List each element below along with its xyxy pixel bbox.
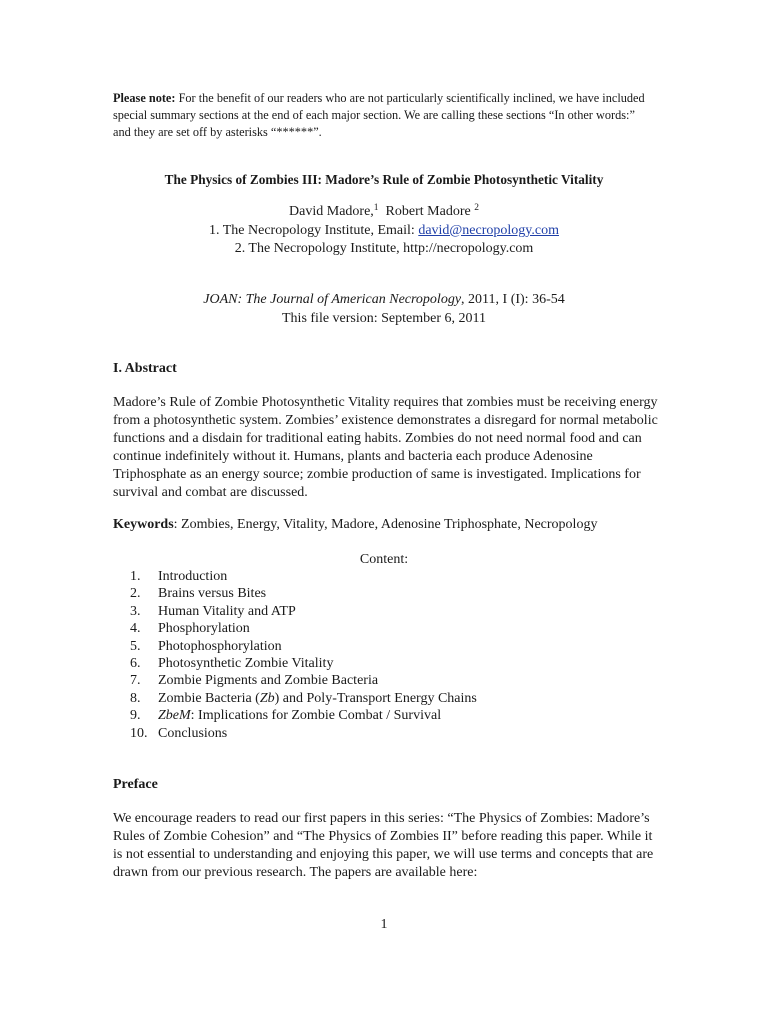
keywords-text: : Zombies, Energy, Vitality, Madore, Adenosine Triphosphate, Necropology bbox=[173, 517, 598, 532]
toc-item bbox=[130, 725, 650, 742]
toc-number: 1. bbox=[130, 569, 141, 584]
toc-label: Photosynthetic Zombie Vitality bbox=[158, 656, 334, 672]
journal-citation bbox=[0, 290, 768, 309]
toc-label: Phosphorylation bbox=[158, 621, 250, 637]
toc-number: 10. bbox=[130, 725, 148, 741]
journal-block bbox=[0, 290, 768, 328]
toc-number: 5. bbox=[130, 638, 141, 654]
toc-label-italic: ZbeM bbox=[158, 708, 191, 724]
contents-title: Content: bbox=[359, 552, 409, 567]
toc-item bbox=[130, 655, 650, 672]
toc-label: Conclusions bbox=[158, 725, 228, 741]
preface-heading: Preface bbox=[113, 777, 158, 792]
affiliation-1-text: 1. The Necropology Institute, Email: bbox=[209, 222, 419, 238]
author-2: Robert Madore bbox=[385, 204, 471, 219]
toc-label-italic: Zb bbox=[259, 690, 275, 706]
affiliation-1 bbox=[0, 222, 768, 241]
author-1: David Madore, bbox=[289, 204, 374, 219]
toc-label bbox=[158, 690, 477, 707]
author-2-superscript: 2 bbox=[474, 203, 479, 213]
toc-item bbox=[130, 690, 650, 707]
email-link[interactable]: david@necropology.com bbox=[418, 222, 559, 238]
toc-number: 4. bbox=[130, 621, 141, 637]
toc-item bbox=[130, 672, 650, 689]
keywords-line bbox=[113, 516, 673, 534]
journal-name: JOAN: The Journal of American Necropology bbox=[203, 292, 462, 307]
note-label: Please note: bbox=[113, 91, 176, 105]
toc-label bbox=[158, 707, 441, 724]
toc-item bbox=[130, 585, 650, 602]
toc-label-part: ) and Poly-Transport Energy Chains bbox=[274, 690, 477, 706]
keywords-label: Keywords bbox=[113, 517, 174, 532]
toc-item bbox=[130, 603, 650, 620]
toc-label-part: : Implications for Zombie Combat / Survival bbox=[190, 708, 442, 724]
toc-label-part: Zombie Bacteria ( bbox=[158, 690, 260, 706]
toc-label: Human Vitality and ATP bbox=[158, 603, 296, 619]
page-number: 1 bbox=[380, 917, 388, 932]
affiliation-2: 2. The Necropology Institute, http://necropology.com bbox=[234, 241, 534, 256]
author-1-superscript: 1 bbox=[373, 203, 379, 213]
toc-item bbox=[130, 638, 650, 655]
toc-label: Brains versus Bites bbox=[158, 586, 267, 602]
toc-label: Introduction bbox=[158, 569, 228, 584]
toc-label: Zombie Pigments and Zombie Bacteria bbox=[158, 673, 379, 689]
toc-item bbox=[130, 707, 650, 724]
file-version: This file version: September 6, 2011 bbox=[282, 311, 486, 326]
paper-title: The Physics of Zombies III: Madore’s Rule of Zombie Photosynthetic Vitality bbox=[164, 172, 604, 187]
toc-number: 3. bbox=[130, 603, 141, 619]
toc-number: 9. bbox=[130, 708, 141, 724]
toc-number: 2. bbox=[130, 586, 141, 602]
toc-number: 8. bbox=[130, 690, 141, 706]
journal-volume: , 2011, I (I): 36-54 bbox=[461, 292, 565, 307]
toc-number: 7. bbox=[130, 673, 141, 689]
table-of-contents bbox=[130, 568, 650, 742]
preface-text: We encourage readers to read our first papers in this series: “The Physics of Zombies: Madore’s Rules of Zombie Cohesion” and “The Physics of Zombies II” before reading this paper. While it is not essential to understanding and enjoying this paper, we will use terms and concepts that are drawn from our previous research. The papers are available here: bbox=[113, 811, 654, 880]
toc-label: Photophosphorylation bbox=[158, 638, 282, 654]
author-block bbox=[0, 203, 768, 259]
note-text: For the benefit of our readers who are not particularly scientifically inclined, we have included special summary sections at the end of each major section. We are calling these sections “In other words:” and they are set off by asterisks “******”. bbox=[113, 91, 645, 139]
abstract-text: Madore’s Rule of Zombie Photosynthetic Vitality requires that zombies must be receiving energy from a photosynthetic system. Zombies’ existence demonstrates a disregard for normal metabolic functions and a disdain for traditional eating habits. Zombies do not need normal food and can continue indefinitely without it. Humans, plants and bacteria each produce Adenosine Triphosphate as an energy source; zombie production of same is investigated. Implications for survival and combat are discussed. bbox=[113, 395, 658, 500]
toc-item bbox=[130, 620, 650, 637]
toc-item bbox=[130, 568, 650, 585]
reader-note bbox=[113, 90, 653, 141]
abstract-heading: I. Abstract bbox=[113, 361, 177, 376]
author-line bbox=[0, 203, 768, 222]
toc-number: 6. bbox=[130, 656, 141, 672]
